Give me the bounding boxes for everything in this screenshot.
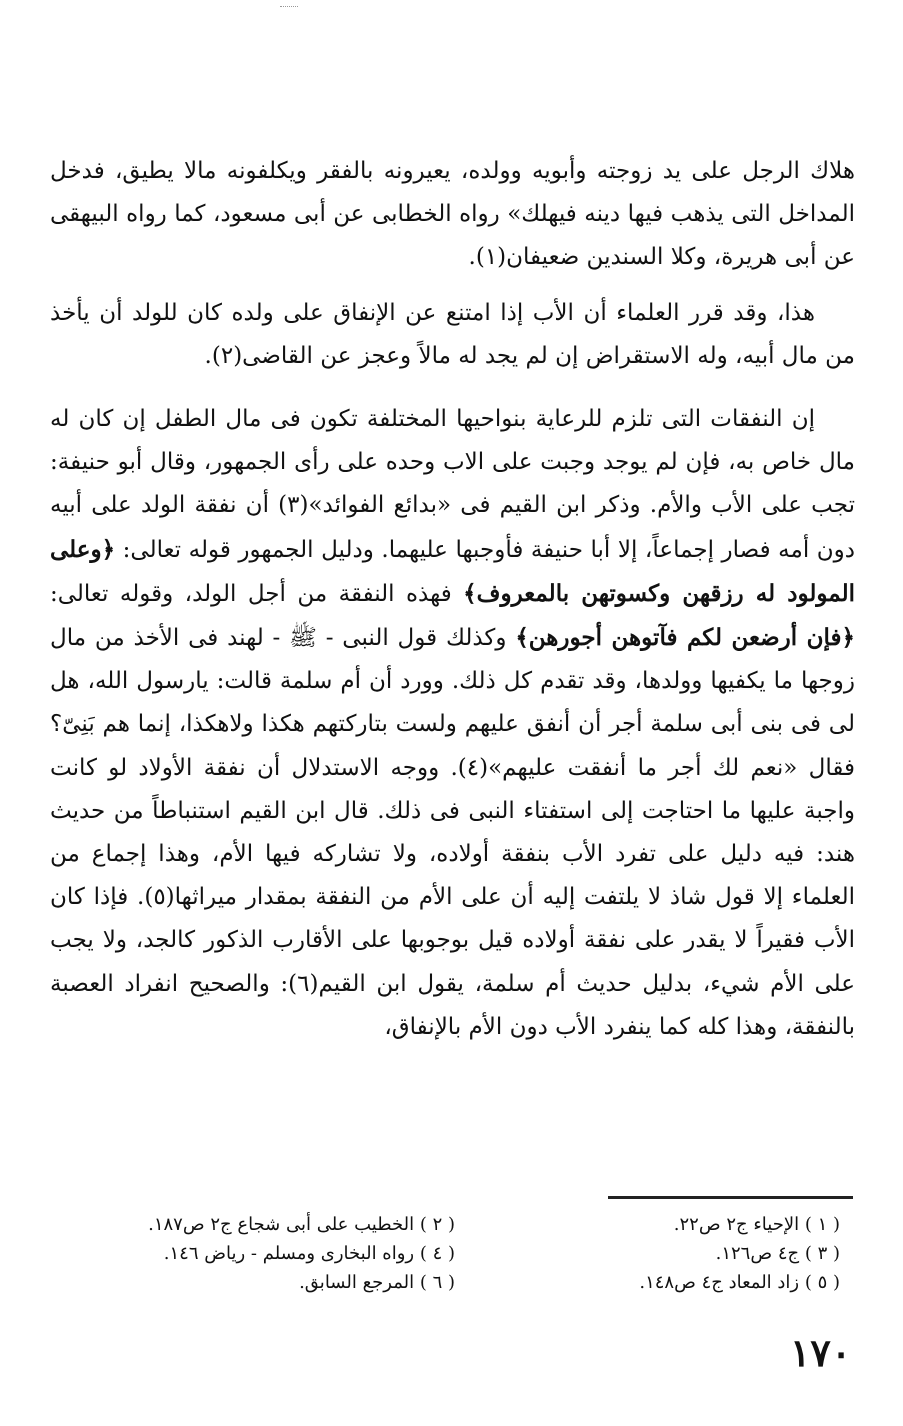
quran-verse-1: ﴿وعلى المولود له رزقهن وكسوتهن بالمعروف﴾	[50, 535, 855, 607]
paragraph-3-part-b: فهذه النفقة من أجل الولد، وقوله تعالى:	[50, 580, 452, 607]
footnote-2: ( ٢ ) الخطيب على أبى شجاع ج٢ ص١٨٧.	[148, 1214, 455, 1235]
footnotes	[70, 1210, 840, 1297]
main-text	[50, 150, 855, 1049]
page-number: ١٧٠	[790, 1330, 852, 1375]
footnote-row	[70, 1239, 840, 1268]
paragraph-1: هلاك الرجل على يد زوجته وأبويه وولده، يعيرونه بالفقر ويكلفونه مالا يطيق، فدخل المداخل التى يذهب فيها دينه فيهلك» رواه الخطابى عن أبى مسعود، كما رواه البيهقى عن أبى هريرة، وكلا السندين ضعيفان(١).	[50, 158, 855, 271]
footnote-3: ( ٣ ) ج٤ ص١٢٦.	[715, 1243, 840, 1264]
paragraph-3-part-a: إن النفقات التى تلزم للرعاية بنواحيها المختلفة تكون فى مال الطفل إن كان له مال خاص به، فإن لم يوجد وجبت على الاب وحده على رأى الجمهور، وقال أبو حنيفة: تجب على الأب والأم. وذكر ابن القيم فى «بدائع الفوائد»(٣) أن نفقة الولد على أبيه دون أمه فصار إجماعاً، إلا أبا حنيفة فأوجبها عليهما. ودليل الجمهور قوله تعالى:	[50, 406, 856, 563]
footnote-4: ( ٤ ) رواه البخارى ومسلم - رياض ١٤٦.	[163, 1243, 455, 1264]
paragraph-2: هذا، وقد قرر العلماء أن الأب إذا امتنع عن الإنفاق على ولده كان للولد أن يأخذ من مال أبيه، وله الاستقراض إن لم يجد له مالاً وعجز عن القاضى(٢).	[50, 299, 855, 369]
footnote-6: ( ٦ ) المرجع السابق.	[299, 1272, 455, 1293]
footnote-row	[70, 1210, 840, 1239]
quran-verse-2: ﴿فإن أرضعن لكم فآتوهن أجورهن﴾	[515, 624, 856, 652]
footnote-5: ( ٥ ) زاد المعاد ج٤ ص١٤٨.	[639, 1272, 840, 1293]
footnote-1: ( ١ ) الإحياء ج٢ ص٢٢.	[673, 1214, 840, 1235]
paragraph-3	[50, 398, 855, 1049]
footnote-divider	[608, 1196, 853, 1199]
scan-mark	[280, 6, 298, 9]
paragraph-3-part-c: وكذلك قول النبى - ﷺ - لهند فى الأخذ من مال زوجها ما يكفيها وولدها، وقد تقدم كل ذلك. وورد أن أم سلمة قالت: يارسول الله، هل لى فى بنى أبى سلمة أجر أن أنفق عليهم ولست بتاركتهم هكذا ولاهكذا، إنما هم بَنِىّ؟ فقال «نعم لك أجر ما أنفقت عليهم»(٤). ووجه الاستدلال أن نفقة الأولاد لو كانت واجبة عليها ما احتاجت إلى استفتاء النبى فى ذلك. قال ابن القيم استنباطاً من حديث هند: فيه دليل على تفرد الأب بنفقة أولاده، ولا تشاركه فيها الأم، وهذا إجماع من العلماء إلا قول شاذ لا يلتفت إليه أن على الأم من النفقة بمقدار ميراثها(٥). فإذا كان الأب فقيراً لا يقدر على نفقة أولاده قيل بوجوبها على الأقارب الذكور كالجد، ولا يجب على الأم شيء، بدليل حديث أم سلمة، يقول ابن القيم(٦): والصحيح انفراد العصبة بالنفقة، وهذا كله كما ينفرد الأب دون الأم بالإنفاق،	[50, 625, 855, 1040]
footnote-row	[70, 1268, 840, 1297]
